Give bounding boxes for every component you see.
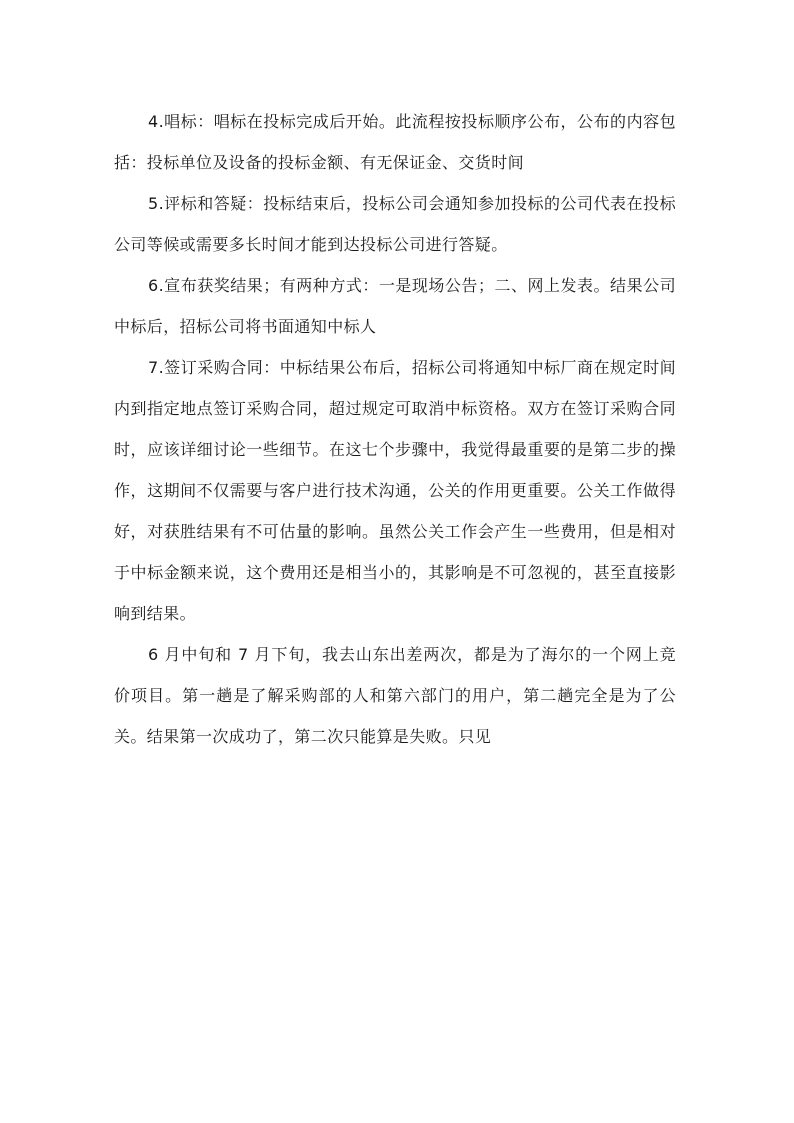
paragraph-evaluation-qa: 5.评标和答疑：投标结束后，投标公司会通知参加投标的公司代表在投标公司等候或需要多长时间才能到达投标公司进行答疑。 bbox=[114, 194, 676, 254]
paragraph-award-announcement: 6.宣布获奖结果；有两种方式：一是现场公告；二、网上发表。结果公司中标后，招标公司将书面通知中标人 bbox=[114, 276, 676, 336]
paragraph-bid-opening: 4.唱标：唱标在投标完成后开始。此流程按投标顺序公布，公布的内容包括：投标单位及设备的投标金额、有无保证金、交货时间 bbox=[114, 112, 676, 172]
paragraph-sign-contract: 7.签订采购合同：中标结果公布后，招标公司将通知中标厂商在规定时间内到指定地点签订采购合同，超过规定可取消中标资格。双方在签订采购合同时，应该详细讨论一些细节。在这七个步骤中，我觉得最重要的是第二步的操作，这期间不仅需要与客户进行技术沟通，公关的作用更重要。公关工作做得好，对获胜结果有不可估量的影响。虽然公关工作会产生一些费用，但是相对于中标金额来说，这个费用还是相当小的，其影响是不可忽视的，甚至直接影响到结果。 bbox=[114, 358, 676, 623]
paragraph-shandong-trip: 6 月中旬和 7 月下旬，我去山东出差两次，都是为了海尔的一个网上竞价项目。第一趟是了解采购部的人和第六部门的用户，第二趟完全是为了公关。结果第一次成功了，第二次只能算是失败。只见 bbox=[114, 645, 676, 746]
document-body bbox=[114, 101, 676, 757]
